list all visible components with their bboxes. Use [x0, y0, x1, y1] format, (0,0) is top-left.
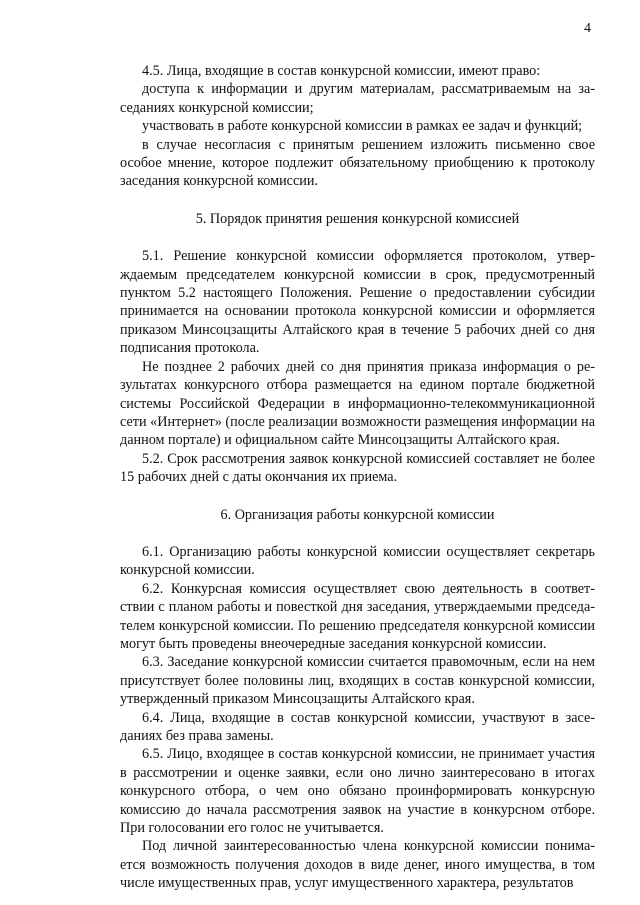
section-6-heading: 6. Организация работы конкурсной комиссии	[220, 506, 495, 523]
section-4-items	[120, 62, 595, 191]
item-4-5-participate: участвовать в работе конкурсной комиссии в рамках ее задач и функций;	[142, 118, 583, 135]
page-number: 4	[584, 21, 591, 36]
item-4-5-access: доступа к информации и другим материалам, рассматриваемым на заседаниях конкурсной комиссии;	[120, 81, 595, 116]
section-5-heading: 5. Порядок принятия решения конкурсной комиссией	[195, 210, 520, 227]
document-body	[120, 62, 595, 893]
section-6-body	[120, 543, 595, 893]
paragraph-6-3: 6.3. Заседание конкурсной комиссии считается правомочным, если на нем присутствует более половины лиц, входящих в состав конкурсной комиссии, утвержденный приказом Минсоцзащиты Алтайского края.	[120, 654, 595, 708]
paragraph-5-2: 5.2. Срок рассмотрения заявок конкурсной комиссией составляет не более 15 рабочих дней с даты окончания их приема.	[120, 450, 595, 486]
paragraph-6-1: 6.1. Организацию работы конкурсной комиссии осуществляет секретарь конкурсной комиссии.	[120, 543, 595, 579]
paragraph-5-1-publication: Не позднее 2 рабочих дней со дня принятия приказа информация о результатах конкурсного отбора размещается на едином портале бюджетной системы Российской Федерации в информационно-телекоммуникационной сети «Интернет» (после реализации возможности размещения информации на данном портале) и официальном сайте Минсоцзащиты Алтайского края.	[120, 358, 595, 449]
paragraph-6-4: 6.4. Лица, входящие в состав конкурсной комиссии, участвуют в заседаниях без права замены.	[120, 709, 595, 744]
item-4-5-dissent: в случае несогласия с принятым решением изложить письменно свое особое мнение, которое подлежит обязательному приобщению к протоколу заседания конкурсной комиссии.	[120, 136, 595, 190]
paragraph-6-5: 6.5. Лицо, входящее в состав конкурсной комиссии, не принимает участия в рассмотрении и оценке заявки, если оно лично заинтересовано в итогах конкурсного отбора, о чем оно обязано проинформировать конкурсную комиссию до начала рассмотрения заявок на участие в конкурсном отборе. При голосовании его голос не учитывается.	[120, 746, 595, 837]
paragraph-6-2: 6.2. Конкурсная комиссия осуществляет свою деятельность в соответствии с планом работы и повесткой дня заседания, утверждаемыми председателем конкурсной комиссии. По решению председателя конкурсной комиссии могут быть проведены внеочередные заседания конкурсной комиссии.	[120, 580, 595, 652]
item-4-5: 4.5. Лица, входящие в состав конкурсной комиссии, имеют право:	[142, 63, 541, 79]
paragraph-5-1: 5.1. Решение конкурсной комиссии оформляется протоколом, утверждаемым председателем конкурсной комиссии в срок, предусмотренный пунктом 5.2 настоящего Положения. Решение о предоставлении субсидии принимается на основании протокола конкурсной комиссии и оформляется приказом Минсоцзащиты Алтайского края в течение 5 рабочих дней со дня подписания протокола.	[120, 248, 595, 357]
paragraph-6-5-interest: Под личной заинтересованностью члена конкурсной комиссии понимается возможность получения доходов в виде денег, иного имущества, в том числе имущественных прав, услуг имущественного характера, результатов	[120, 838, 595, 892]
section-5-body	[120, 247, 595, 486]
